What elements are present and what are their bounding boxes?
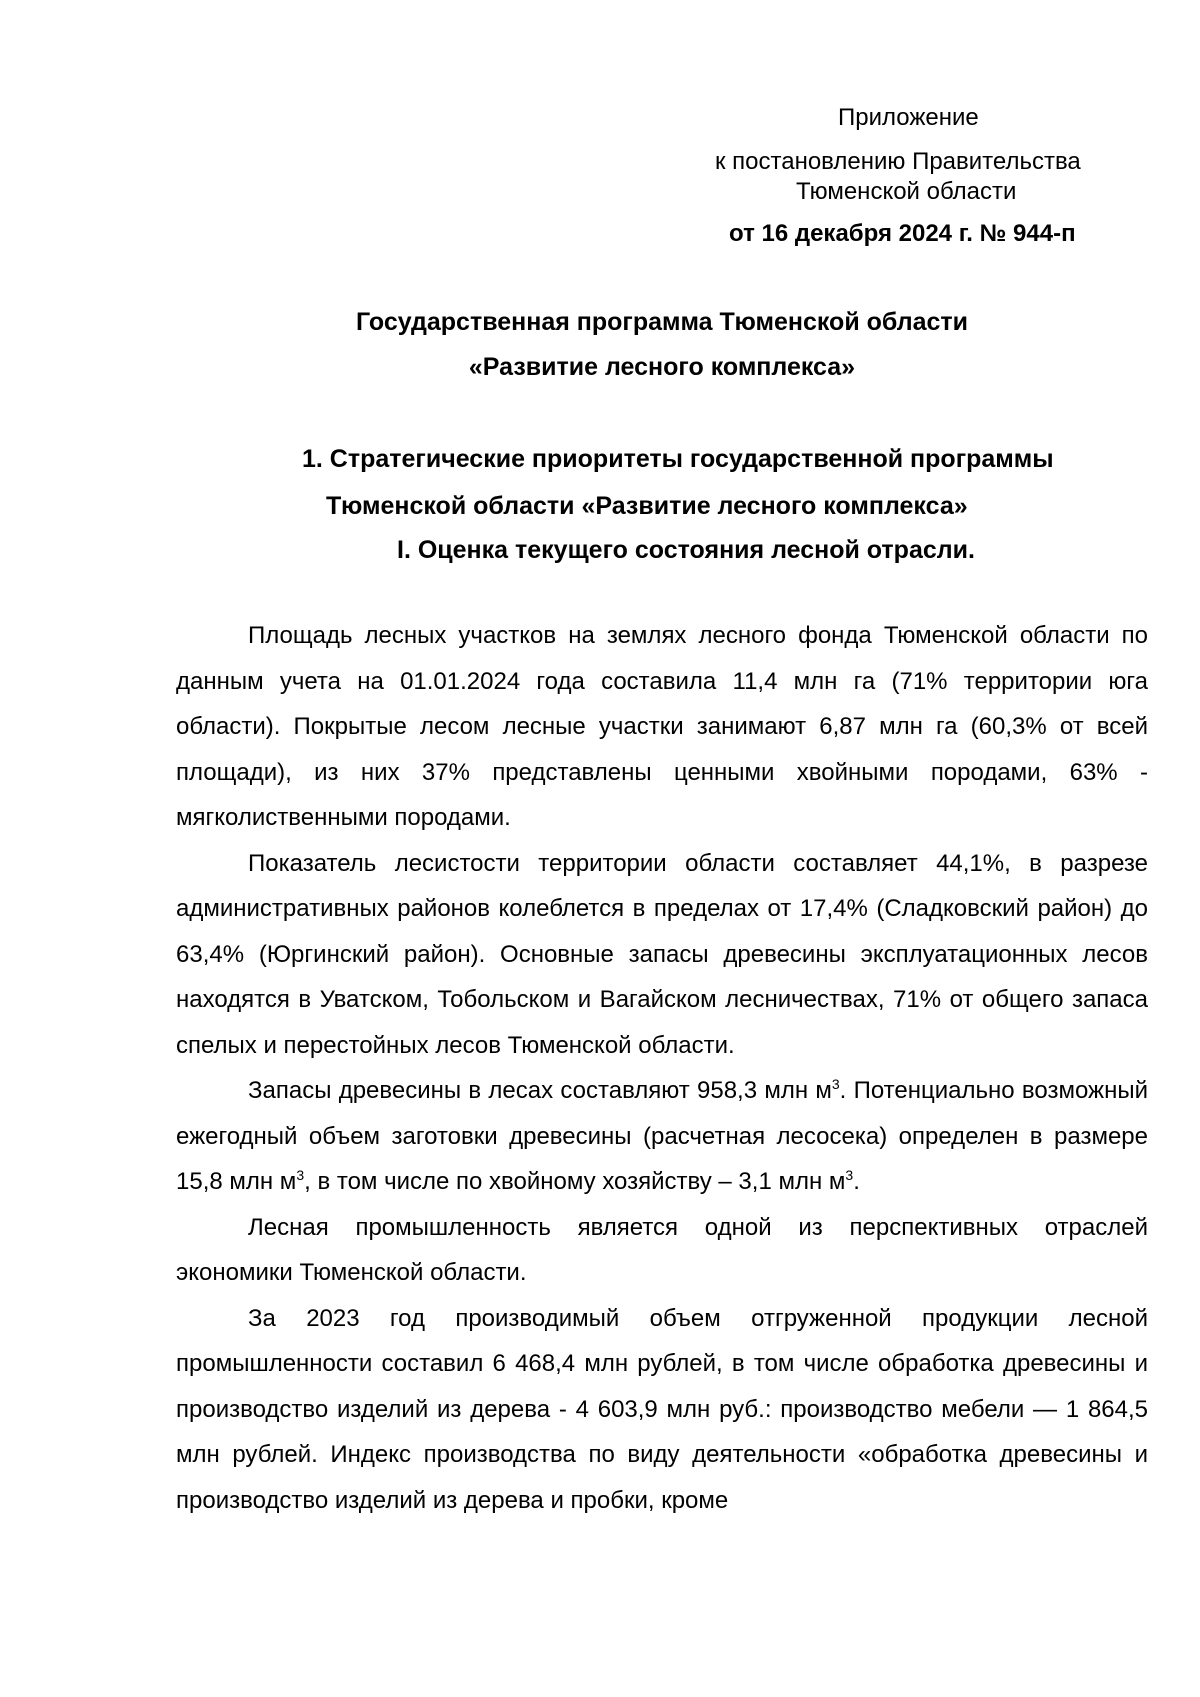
paragraph-industry-output: За 2023 год производимый объем отгруженной продукции лесной промышленности составил 6 468,4 млн рублей, в том числе обработка древесины и производство изделий из дерева - 4 603,9 млн руб.: производство мебели — 1 864,5 млн рублей. Индекс производства по виду деятельности «обработка древесины и производство изделий из дерева и пробки, кроме (176, 1304, 1148, 1514)
timber-reserves-text-b: . Потенциально возможный ежегодный объем заготовки древесины (расчетная лесосека) определен в размере 15,8 млн м (176, 1077, 1148, 1195)
paragraph-forest-area: Площадь лесных участков на землях лесного фонда Тюменской области по данным учета на 01.01.2024 года составила 11,4 млн га (71% территории юга области). Покрытые лесом лесные участки занимают 6,87 млн га (60,3% от всей площади), из них 37% представлены ценными хвойными породами, 63% - мягколиственными породами. (176, 622, 1148, 831)
section-heading-line2: Тюменской области «Развитие лесного комплекса» (326, 492, 968, 520)
paragraph-timber-reserves (176, 1068, 1148, 1205)
superscript-3: 3 (296, 1167, 305, 1183)
appendix-label: Приложение (838, 104, 979, 131)
decree-date-number: от 16 декабря 2024 г. № 944-п (729, 220, 1076, 247)
superscript-3: 3 (831, 1076, 840, 1092)
program-title-line1: Государственная программа Тюменской области (355, 308, 969, 336)
appendix-decree-line1: к постановлению Правительства (715, 148, 1081, 175)
body-text (176, 613, 1148, 1523)
timber-reserves-text-a: Запасы древесины в лесах составляют 958,3 млн м (248, 1077, 832, 1104)
paragraph-forest-cover: Показатель лесистости территории области составляет 44,1%, в разрезе административных районов колеблется в пределах от 17,4% (Сладковский район) до 63,4% (Юргинский район). Основные запасы древесины эксплуатационных лесов находятся в Уватском, Тобольском и Вагайском лесничествах, 71% от общего запаса спелых и перестойных лесов Тюменской области. (176, 849, 1148, 1059)
timber-reserves-text-c: , в том числе по хвойному хозяйству – 3,1 млн м (304, 1168, 846, 1195)
program-title-line2: «Развитие лесного комплекса» (468, 353, 856, 381)
section-subheading: I. Оценка текущего состояния лесной отрасли. (397, 536, 975, 564)
paragraph-forest-industry: Лесная промышленность является одной из перспективных отраслей экономики Тюменской области. (176, 1213, 1148, 1286)
appendix-decree-line2: Тюменской области (796, 178, 1017, 205)
timber-reserves-text-d: . (853, 1168, 860, 1195)
superscript-3: 3 (845, 1167, 854, 1183)
section-heading-line1: 1. Стратегические приоритеты государственной программы (302, 445, 1054, 473)
